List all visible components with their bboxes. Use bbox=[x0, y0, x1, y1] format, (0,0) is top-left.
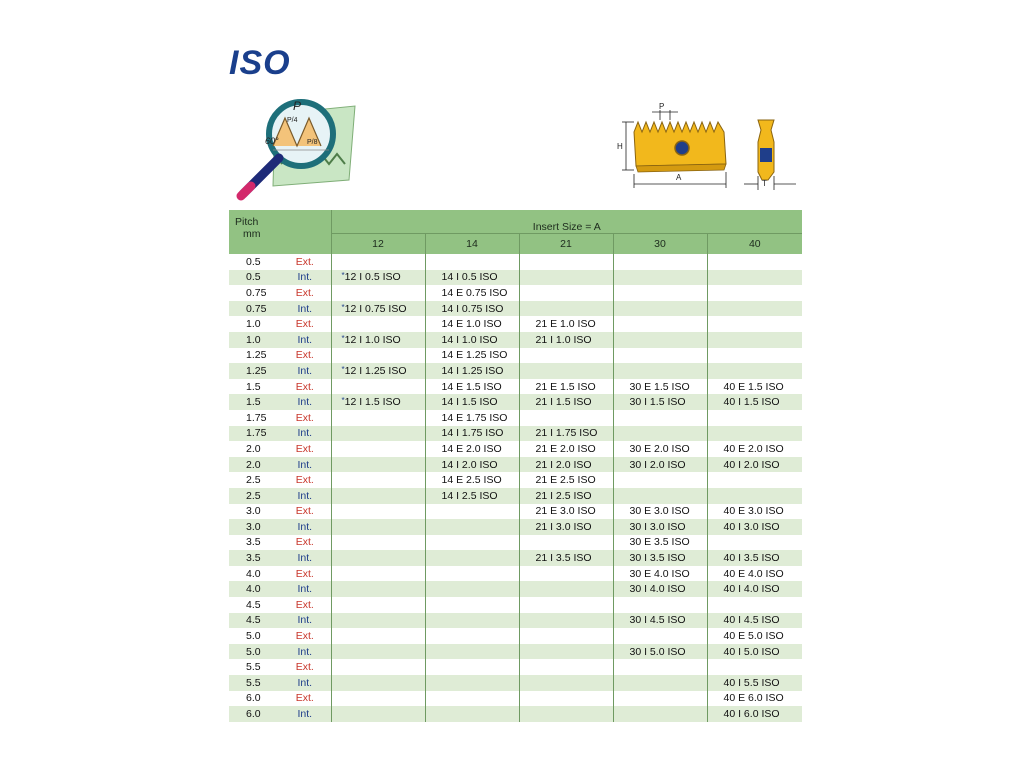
pitch-cell: 0.5 bbox=[229, 254, 279, 270]
insert-code-cell-40: 40 I 3.5 ISO bbox=[707, 550, 802, 566]
table-row bbox=[229, 675, 802, 691]
insert-code-cell-30: 30 I 4.5 ISO bbox=[613, 613, 707, 629]
table-row bbox=[229, 504, 802, 520]
insert-code-cell-12 bbox=[331, 613, 425, 629]
thread-type-cell: Ext. bbox=[279, 441, 331, 457]
insert-code-cell-14: 14 I 1.75 ISO bbox=[425, 426, 519, 442]
thread-type-cell: Int. bbox=[279, 706, 331, 722]
insert-code-cell-14 bbox=[425, 519, 519, 535]
insert-code-cell-40 bbox=[707, 410, 802, 426]
insert-code-cell-12 bbox=[331, 363, 425, 379]
thread-type-cell: Ext. bbox=[279, 285, 331, 301]
insert-code-cell-21 bbox=[519, 285, 613, 301]
insert-code-cell-40 bbox=[707, 332, 802, 348]
insert-code-cell-14 bbox=[425, 597, 519, 613]
insert-code-cell-14 bbox=[425, 659, 519, 675]
table-row bbox=[229, 441, 802, 457]
insert-code-cell-21 bbox=[519, 410, 613, 426]
thread-type-cell: Int. bbox=[279, 519, 331, 535]
table-row bbox=[229, 394, 802, 410]
table-row bbox=[229, 316, 802, 332]
eighth-pitch-label: P/8 bbox=[307, 139, 318, 146]
insert-code-cell-40: 40 E 2.0 ISO bbox=[707, 441, 802, 457]
iso-insert-table bbox=[229, 210, 802, 722]
insert-code-cell-40: 40 E 5.0 ISO bbox=[707, 628, 802, 644]
pitch-cell: 2.5 bbox=[229, 472, 279, 488]
insert-code-cell-40 bbox=[707, 659, 802, 675]
insert-code-cell-12 bbox=[331, 628, 425, 644]
insert-code-cell-12 bbox=[331, 332, 425, 348]
table-row bbox=[229, 519, 802, 535]
insert-code-cell-30 bbox=[613, 285, 707, 301]
table-row bbox=[229, 348, 802, 364]
thread-type-cell: Ext. bbox=[279, 659, 331, 675]
insert-code-cell-12 bbox=[331, 270, 425, 286]
pitch-cell: 3.5 bbox=[229, 550, 279, 566]
insert-code-cell-21: 21 E 1.5 ISO bbox=[519, 379, 613, 395]
insert-code-cell-21 bbox=[519, 628, 613, 644]
insert-code-cell-21 bbox=[519, 566, 613, 582]
insert-code-cell-21 bbox=[519, 659, 613, 675]
insert-code-cell-21 bbox=[519, 254, 613, 270]
insert-code-cell-12 bbox=[331, 426, 425, 442]
insert-code-cell-30 bbox=[613, 488, 707, 504]
insert-code-cell-30 bbox=[613, 332, 707, 348]
table-row bbox=[229, 566, 802, 582]
insert-code-cell-40 bbox=[707, 348, 802, 364]
pitch-cell: 0.75 bbox=[229, 285, 279, 301]
insert-code-cell-30: 30 I 5.0 ISO bbox=[613, 644, 707, 660]
insert-code-cell-12 bbox=[331, 691, 425, 707]
thread-type-cell: Ext. bbox=[279, 254, 331, 270]
pitch-cell: 1.75 bbox=[229, 426, 279, 442]
thread-type-cell: Ext. bbox=[279, 535, 331, 551]
table-row bbox=[229, 706, 802, 722]
pitch-cell: 5.5 bbox=[229, 659, 279, 675]
thread-type-cell: Ext. bbox=[279, 566, 331, 582]
size-header-40: 40 bbox=[707, 233, 802, 254]
insert-code-cell-12 bbox=[331, 316, 425, 332]
table-row bbox=[229, 332, 802, 348]
pitch-cell: 3.0 bbox=[229, 504, 279, 520]
insert-code-cell-40: 40 I 5.0 ISO bbox=[707, 644, 802, 660]
insert-code-cell-30: 30 E 4.0 ISO bbox=[613, 566, 707, 582]
insert-code-cell-12 bbox=[331, 504, 425, 520]
insert-code-cell-21 bbox=[519, 691, 613, 707]
insert-code-cell-14: 14 I 1.25 ISO bbox=[425, 363, 519, 379]
insert-code-cell-14: 14 I 1.5 ISO bbox=[425, 394, 519, 410]
insert-code-cell-30 bbox=[613, 706, 707, 722]
insert-code-cell-14: 14 I 0.5 ISO bbox=[425, 270, 519, 286]
quarter-pitch-label: P/4 bbox=[287, 117, 298, 124]
insert-code-cell-30 bbox=[613, 316, 707, 332]
insert-code-cell-21 bbox=[519, 581, 613, 597]
thread-type-cell: Int. bbox=[279, 550, 331, 566]
insert-code-text: 12 I 1.5 ISO bbox=[344, 396, 401, 409]
table-row bbox=[229, 644, 802, 660]
thread-type-cell: Int. bbox=[279, 457, 331, 473]
thread-type-cell: Ext. bbox=[279, 348, 331, 364]
insert-code-cell-40 bbox=[707, 488, 802, 504]
pitch-cell: 4.5 bbox=[229, 613, 279, 629]
insert-code-cell-14: 14 E 1.5 ISO bbox=[425, 379, 519, 395]
insert-code-cell-14 bbox=[425, 254, 519, 270]
insert-code-cell-21: 21 E 3.0 ISO bbox=[519, 504, 613, 520]
insert-code-cell-21 bbox=[519, 301, 613, 317]
thread-type-cell: Int. bbox=[279, 613, 331, 629]
thread-type-cell: Int. bbox=[279, 581, 331, 597]
insert-code-cell-21: 21 I 3.5 ISO bbox=[519, 550, 613, 566]
insert-a-label: A bbox=[676, 173, 682, 182]
thread-type-cell: Int. bbox=[279, 270, 331, 286]
insert-code-cell-40 bbox=[707, 316, 802, 332]
pitch-cell: 1.75 bbox=[229, 410, 279, 426]
insert-t-label: T bbox=[762, 179, 767, 188]
pitch-cell: 1.5 bbox=[229, 394, 279, 410]
table-row bbox=[229, 659, 802, 675]
insert-code-cell-14: 14 E 2.5 ISO bbox=[425, 472, 519, 488]
insert-code-cell-14: 14 E 1.75 ISO bbox=[425, 410, 519, 426]
insert-code-cell-30: 30 I 3.5 ISO bbox=[613, 550, 707, 566]
insert-code-cell-12 bbox=[331, 254, 425, 270]
size-header-14: 14 bbox=[425, 233, 519, 254]
thread-type-cell: Int. bbox=[279, 394, 331, 410]
insert-code-cell-14: 14 E 2.0 ISO bbox=[425, 441, 519, 457]
insert-code-cell-12 bbox=[331, 301, 425, 317]
insert-code-cell-12 bbox=[331, 566, 425, 582]
table-row bbox=[229, 301, 802, 317]
page-title: ISO bbox=[229, 44, 291, 82]
insert-code-cell-21 bbox=[519, 535, 613, 551]
insert-code-cell-30 bbox=[613, 301, 707, 317]
insert-code-cell-14 bbox=[425, 581, 519, 597]
thread-type-cell: Int. bbox=[279, 426, 331, 442]
insert-code-cell-12 bbox=[331, 488, 425, 504]
insert-size-header: Insert Size = A bbox=[331, 210, 802, 233]
insert-code-cell-40 bbox=[707, 285, 802, 301]
size-header-30: 30 bbox=[613, 233, 707, 254]
insert-code-cell-40: 40 I 3.0 ISO bbox=[707, 519, 802, 535]
insert-code-cell-14: 14 I 2.5 ISO bbox=[425, 488, 519, 504]
insert-code-cell-30 bbox=[613, 628, 707, 644]
insert-code-cell-30 bbox=[613, 691, 707, 707]
insert-code-cell-40 bbox=[707, 426, 802, 442]
table-row bbox=[229, 535, 802, 551]
pitch-cell: 1.0 bbox=[229, 332, 279, 348]
table-row bbox=[229, 691, 802, 707]
table-row bbox=[229, 613, 802, 629]
table-row bbox=[229, 410, 802, 426]
thread-profile-magnifier-illustration bbox=[229, 94, 359, 204]
table-row bbox=[229, 270, 802, 286]
insert-code-cell-12 bbox=[331, 285, 425, 301]
thread-type-cell: Ext. bbox=[279, 410, 331, 426]
pitch-cell: 1.25 bbox=[229, 348, 279, 364]
insert-code-cell-40: 40 E 1.5 ISO bbox=[707, 379, 802, 395]
footnote-asterisk: * bbox=[341, 364, 345, 374]
insert-code-cell-30: 30 I 2.0 ISO bbox=[613, 457, 707, 473]
pitch-header-label: Pitch bbox=[235, 216, 259, 228]
insert-code-cell-40: 40 I 4.5 ISO bbox=[707, 613, 802, 629]
table-row bbox=[229, 550, 802, 566]
insert-code-cell-40 bbox=[707, 472, 802, 488]
insert-code-text: 12 I 1.25 ISO bbox=[344, 364, 407, 377]
insert-code-cell-40 bbox=[707, 363, 802, 379]
thread-type-cell: Ext. bbox=[279, 504, 331, 520]
insert-code-cell-30: 30 I 4.0 ISO bbox=[613, 581, 707, 597]
insert-code-cell-12 bbox=[331, 535, 425, 551]
insert-code-cell-14: 14 E 1.0 ISO bbox=[425, 316, 519, 332]
table-row bbox=[229, 457, 802, 473]
insert-code-cell-14 bbox=[425, 566, 519, 582]
table-row bbox=[229, 472, 802, 488]
insert-code-cell-12 bbox=[331, 348, 425, 364]
pitch-cell: 0.5 bbox=[229, 270, 279, 286]
insert-code-cell-12 bbox=[331, 441, 425, 457]
pitch-cell: 1.0 bbox=[229, 316, 279, 332]
thread-type-cell: Int. bbox=[279, 644, 331, 660]
insert-code-cell-12 bbox=[331, 581, 425, 597]
pitch-cell: 4.0 bbox=[229, 566, 279, 582]
table-row bbox=[229, 363, 802, 379]
pitch-header bbox=[229, 210, 331, 254]
thread-type-cell: Ext. bbox=[279, 691, 331, 707]
insert-code-cell-30 bbox=[613, 254, 707, 270]
insert-code-cell-21: 21 I 1.75 ISO bbox=[519, 426, 613, 442]
pitch-cell: 3.5 bbox=[229, 535, 279, 551]
pitch-cell: 3.0 bbox=[229, 519, 279, 535]
insert-code-cell-14: 14 I 2.0 ISO bbox=[425, 457, 519, 473]
insert-code-cell-12 bbox=[331, 472, 425, 488]
insert-code-cell-12 bbox=[331, 597, 425, 613]
footnote-asterisk: * bbox=[341, 302, 345, 312]
insert-code-cell-14: 14 E 1.25 ISO bbox=[425, 348, 519, 364]
insert-code-cell-21 bbox=[519, 706, 613, 722]
insert-code-cell-14 bbox=[425, 675, 519, 691]
insert-code-cell-30 bbox=[613, 597, 707, 613]
table-row bbox=[229, 581, 802, 597]
insert-code-cell-30 bbox=[613, 270, 707, 286]
pitch-cell: 6.0 bbox=[229, 706, 279, 722]
insert-code-cell-21: 21 I 3.0 ISO bbox=[519, 519, 613, 535]
pitch-cell: 5.0 bbox=[229, 644, 279, 660]
insert-code-cell-30: 30 E 3.5 ISO bbox=[613, 535, 707, 551]
insert-code-cell-40: 40 E 6.0 ISO bbox=[707, 691, 802, 707]
insert-code-cell-30 bbox=[613, 675, 707, 691]
pitch-label: P bbox=[293, 99, 302, 113]
table-row bbox=[229, 488, 802, 504]
insert-code-cell-40: 40 I 4.0 ISO bbox=[707, 581, 802, 597]
insert-code-cell-21 bbox=[519, 597, 613, 613]
thread-type-cell: Ext. bbox=[279, 316, 331, 332]
insert-code-cell-12 bbox=[331, 675, 425, 691]
insert-code-cell-12 bbox=[331, 706, 425, 722]
insert-code-cell-30 bbox=[613, 410, 707, 426]
thread-type-cell: Int. bbox=[279, 301, 331, 317]
insert-code-cell-30: 30 E 3.0 ISO bbox=[613, 504, 707, 520]
size-header-12: 12 bbox=[331, 233, 425, 254]
insert-code-cell-21: 21 I 1.5 ISO bbox=[519, 394, 613, 410]
angle-label: 60° bbox=[265, 136, 279, 146]
insert-code-cell-14 bbox=[425, 628, 519, 644]
table-row bbox=[229, 254, 802, 270]
insert-code-cell-21: 21 E 1.0 ISO bbox=[519, 316, 613, 332]
pitch-cell: 2.0 bbox=[229, 457, 279, 473]
insert-code-cell-40: 40 E 4.0 ISO bbox=[707, 566, 802, 582]
insert-code-cell-21 bbox=[519, 675, 613, 691]
insert-code-cell-12 bbox=[331, 457, 425, 473]
insert-code-cell-12 bbox=[331, 644, 425, 660]
insert-code-cell-14 bbox=[425, 535, 519, 551]
insert-code-cell-40: 40 I 6.0 ISO bbox=[707, 706, 802, 722]
pitch-cell: 5.5 bbox=[229, 675, 279, 691]
insert-code-cell-14 bbox=[425, 691, 519, 707]
insert-code-cell-12 bbox=[331, 659, 425, 675]
insert-code-cell-14 bbox=[425, 706, 519, 722]
thread-type-cell: Int. bbox=[279, 332, 331, 348]
pitch-header-unit: mm bbox=[243, 228, 261, 240]
insert-code-cell-14: 14 E 0.75 ISO bbox=[425, 285, 519, 301]
insert-code-cell-21 bbox=[519, 613, 613, 629]
insert-code-cell-14 bbox=[425, 613, 519, 629]
pitch-cell: 5.0 bbox=[229, 628, 279, 644]
insert-code-cell-30: 30 E 2.0 ISO bbox=[613, 441, 707, 457]
insert-front-view-diagram bbox=[612, 100, 737, 192]
insert-code-cell-14: 14 I 1.0 ISO bbox=[425, 332, 519, 348]
insert-code-cell-30 bbox=[613, 472, 707, 488]
insert-code-cell-12 bbox=[331, 394, 425, 410]
insert-code-cell-40: 40 I 1.5 ISO bbox=[707, 394, 802, 410]
pitch-cell: 4.5 bbox=[229, 597, 279, 613]
insert-code-cell-12 bbox=[331, 519, 425, 535]
table-row bbox=[229, 597, 802, 613]
pitch-cell: 1.5 bbox=[229, 379, 279, 395]
insert-code-cell-30 bbox=[613, 426, 707, 442]
insert-code-cell-21 bbox=[519, 348, 613, 364]
insert-code-text: 12 I 1.0 ISO bbox=[344, 333, 401, 346]
insert-code-text: 12 I 0.75 ISO bbox=[344, 302, 407, 315]
thread-type-cell: Ext. bbox=[279, 597, 331, 613]
insert-side-view-diagram bbox=[740, 112, 802, 192]
insert-code-cell-40 bbox=[707, 597, 802, 613]
pitch-cell: 2.5 bbox=[229, 488, 279, 504]
pitch-cell: 1.25 bbox=[229, 363, 279, 379]
table-row bbox=[229, 379, 802, 395]
footnote-asterisk: * bbox=[341, 271, 345, 281]
insert-code-cell-21: 21 E 2.0 ISO bbox=[519, 441, 613, 457]
table-row bbox=[229, 628, 802, 644]
footnote-asterisk: * bbox=[341, 333, 345, 343]
insert-h-label: H bbox=[617, 142, 623, 151]
insert-code-cell-21 bbox=[519, 270, 613, 286]
insert-code-cell-21: 21 I 1.0 ISO bbox=[519, 332, 613, 348]
insert-code-cell-40 bbox=[707, 270, 802, 286]
insert-code-cell-14 bbox=[425, 644, 519, 660]
insert-code-cell-21: 21 E 2.5 ISO bbox=[519, 472, 613, 488]
thread-type-cell: Ext. bbox=[279, 628, 331, 644]
insert-code-cell-12 bbox=[331, 379, 425, 395]
pitch-cell: 0.75 bbox=[229, 301, 279, 317]
insert-code-cell-21 bbox=[519, 363, 613, 379]
pitch-cell: 4.0 bbox=[229, 581, 279, 597]
insert-code-cell-40 bbox=[707, 254, 802, 270]
insert-code-cell-21: 21 I 2.5 ISO bbox=[519, 488, 613, 504]
insert-code-cell-30 bbox=[613, 659, 707, 675]
size-header-21: 21 bbox=[519, 233, 613, 254]
thread-type-cell: Int. bbox=[279, 488, 331, 504]
insert-code-cell-14 bbox=[425, 550, 519, 566]
insert-code-cell-30: 30 E 1.5 ISO bbox=[613, 379, 707, 395]
insert-code-cell-40: 40 I 2.0 ISO bbox=[707, 457, 802, 473]
insert-code-cell-21 bbox=[519, 644, 613, 660]
insert-code-cell-30 bbox=[613, 348, 707, 364]
insert-code-cell-40: 40 I 5.5 ISO bbox=[707, 675, 802, 691]
table-row bbox=[229, 426, 802, 442]
insert-code-cell-21: 21 I 2.0 ISO bbox=[519, 457, 613, 473]
pitch-cell: 2.0 bbox=[229, 441, 279, 457]
insert-code-cell-40 bbox=[707, 535, 802, 551]
insert-code-cell-14: 14 I 0.75 ISO bbox=[425, 301, 519, 317]
insert-p-label: P bbox=[659, 102, 665, 111]
insert-code-cell-12 bbox=[331, 550, 425, 566]
insert-code-cell-40: 40 E 3.0 ISO bbox=[707, 504, 802, 520]
insert-code-cell-12 bbox=[331, 410, 425, 426]
thread-type-cell: Int. bbox=[279, 363, 331, 379]
insert-code-cell-30 bbox=[613, 363, 707, 379]
insert-code-text: 12 I 0.5 ISO bbox=[344, 271, 401, 284]
footnote-asterisk: * bbox=[341, 396, 345, 406]
pitch-cell: 6.0 bbox=[229, 691, 279, 707]
insert-code-cell-40 bbox=[707, 301, 802, 317]
insert-code-cell-14 bbox=[425, 504, 519, 520]
insert-code-cell-30: 30 I 3.0 ISO bbox=[613, 519, 707, 535]
thread-type-cell: Int. bbox=[279, 675, 331, 691]
insert-code-cell-30: 30 I 1.5 ISO bbox=[613, 394, 707, 410]
thread-type-cell: Ext. bbox=[279, 472, 331, 488]
table-row bbox=[229, 285, 802, 301]
thread-type-cell: Ext. bbox=[279, 379, 331, 395]
